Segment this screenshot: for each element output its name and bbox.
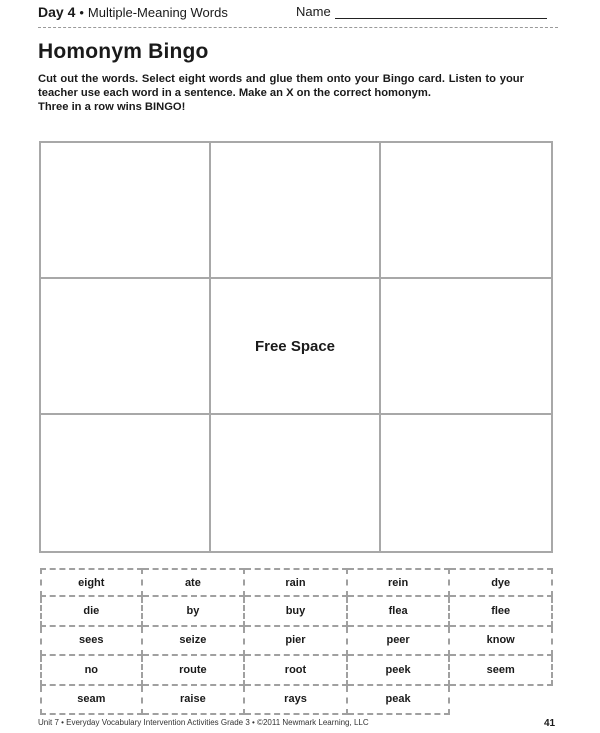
word-card[interactable]: raise	[143, 686, 246, 715]
word-cards	[40, 568, 553, 715]
word-card[interactable]: seem	[450, 656, 553, 685]
word-card[interactable]: ate	[143, 568, 246, 597]
bingo-card	[39, 141, 553, 553]
page-footer: Unit 7 • Everyday Vocabulary Intervention Activities Grade 3 • ©2011 Newmark Learning, LLC	[38, 718, 369, 727]
word-card[interactable]: peak	[348, 686, 451, 715]
word-card[interactable]: peer	[348, 627, 451, 656]
word-card[interactable]: seam	[40, 686, 143, 715]
day-label: Day 4	[38, 4, 76, 20]
word-card[interactable]: rain	[245, 568, 348, 597]
bingo-cell[interactable]	[41, 143, 211, 279]
word-card[interactable]: pier	[245, 627, 348, 656]
bingo-cell[interactable]	[381, 279, 551, 415]
page-header	[38, 4, 558, 22]
bingo-cell[interactable]	[41, 415, 211, 551]
name-field[interactable]	[296, 4, 547, 19]
instruction-win: Three in a row wins BINGO!	[38, 101, 186, 113]
word-card-empty	[450, 686, 553, 715]
bingo-cell[interactable]	[381, 143, 551, 279]
page-title: Homonym Bingo	[38, 40, 209, 63]
word-card[interactable]: flee	[450, 597, 553, 626]
word-card[interactable]: eight	[40, 568, 143, 597]
word-card[interactable]: rein	[348, 568, 451, 597]
word-card[interactable]: root	[245, 656, 348, 685]
word-card[interactable]: peek	[348, 656, 451, 685]
word-card[interactable]: sees	[40, 627, 143, 656]
header-divider	[38, 27, 558, 28]
free-space-label: Free Space	[254, 337, 336, 355]
header-bullet: •	[79, 5, 84, 20]
bingo-cell[interactable]	[41, 279, 211, 415]
word-card[interactable]: know	[450, 627, 553, 656]
word-card[interactable]: route	[143, 656, 246, 685]
word-card[interactable]: rays	[245, 686, 348, 715]
bingo-cell[interactable]	[211, 143, 381, 279]
word-card[interactable]: seize	[143, 627, 246, 656]
bingo-cell[interactable]	[381, 415, 551, 551]
instruction-text: Cut out the words. Select eight words and glue them onto your Bingo card. Listen to your teacher use each word in a sentence. Make an X on the correct homonym.	[38, 73, 524, 99]
word-card[interactable]: flea	[348, 597, 451, 626]
word-card[interactable]: die	[40, 597, 143, 626]
bingo-free-space	[211, 279, 381, 415]
name-label: Name	[296, 4, 331, 19]
word-card[interactable]: buy	[245, 597, 348, 626]
word-card[interactable]: dye	[450, 568, 553, 597]
word-card[interactable]: by	[143, 597, 246, 626]
page-number: 41	[544, 718, 556, 729]
instructions	[38, 72, 524, 114]
name-line[interactable]	[335, 6, 547, 19]
lesson-subtitle: Multiple-Meaning Words	[87, 5, 228, 20]
bingo-cell[interactable]	[211, 415, 381, 551]
word-card[interactable]: no	[40, 656, 143, 685]
